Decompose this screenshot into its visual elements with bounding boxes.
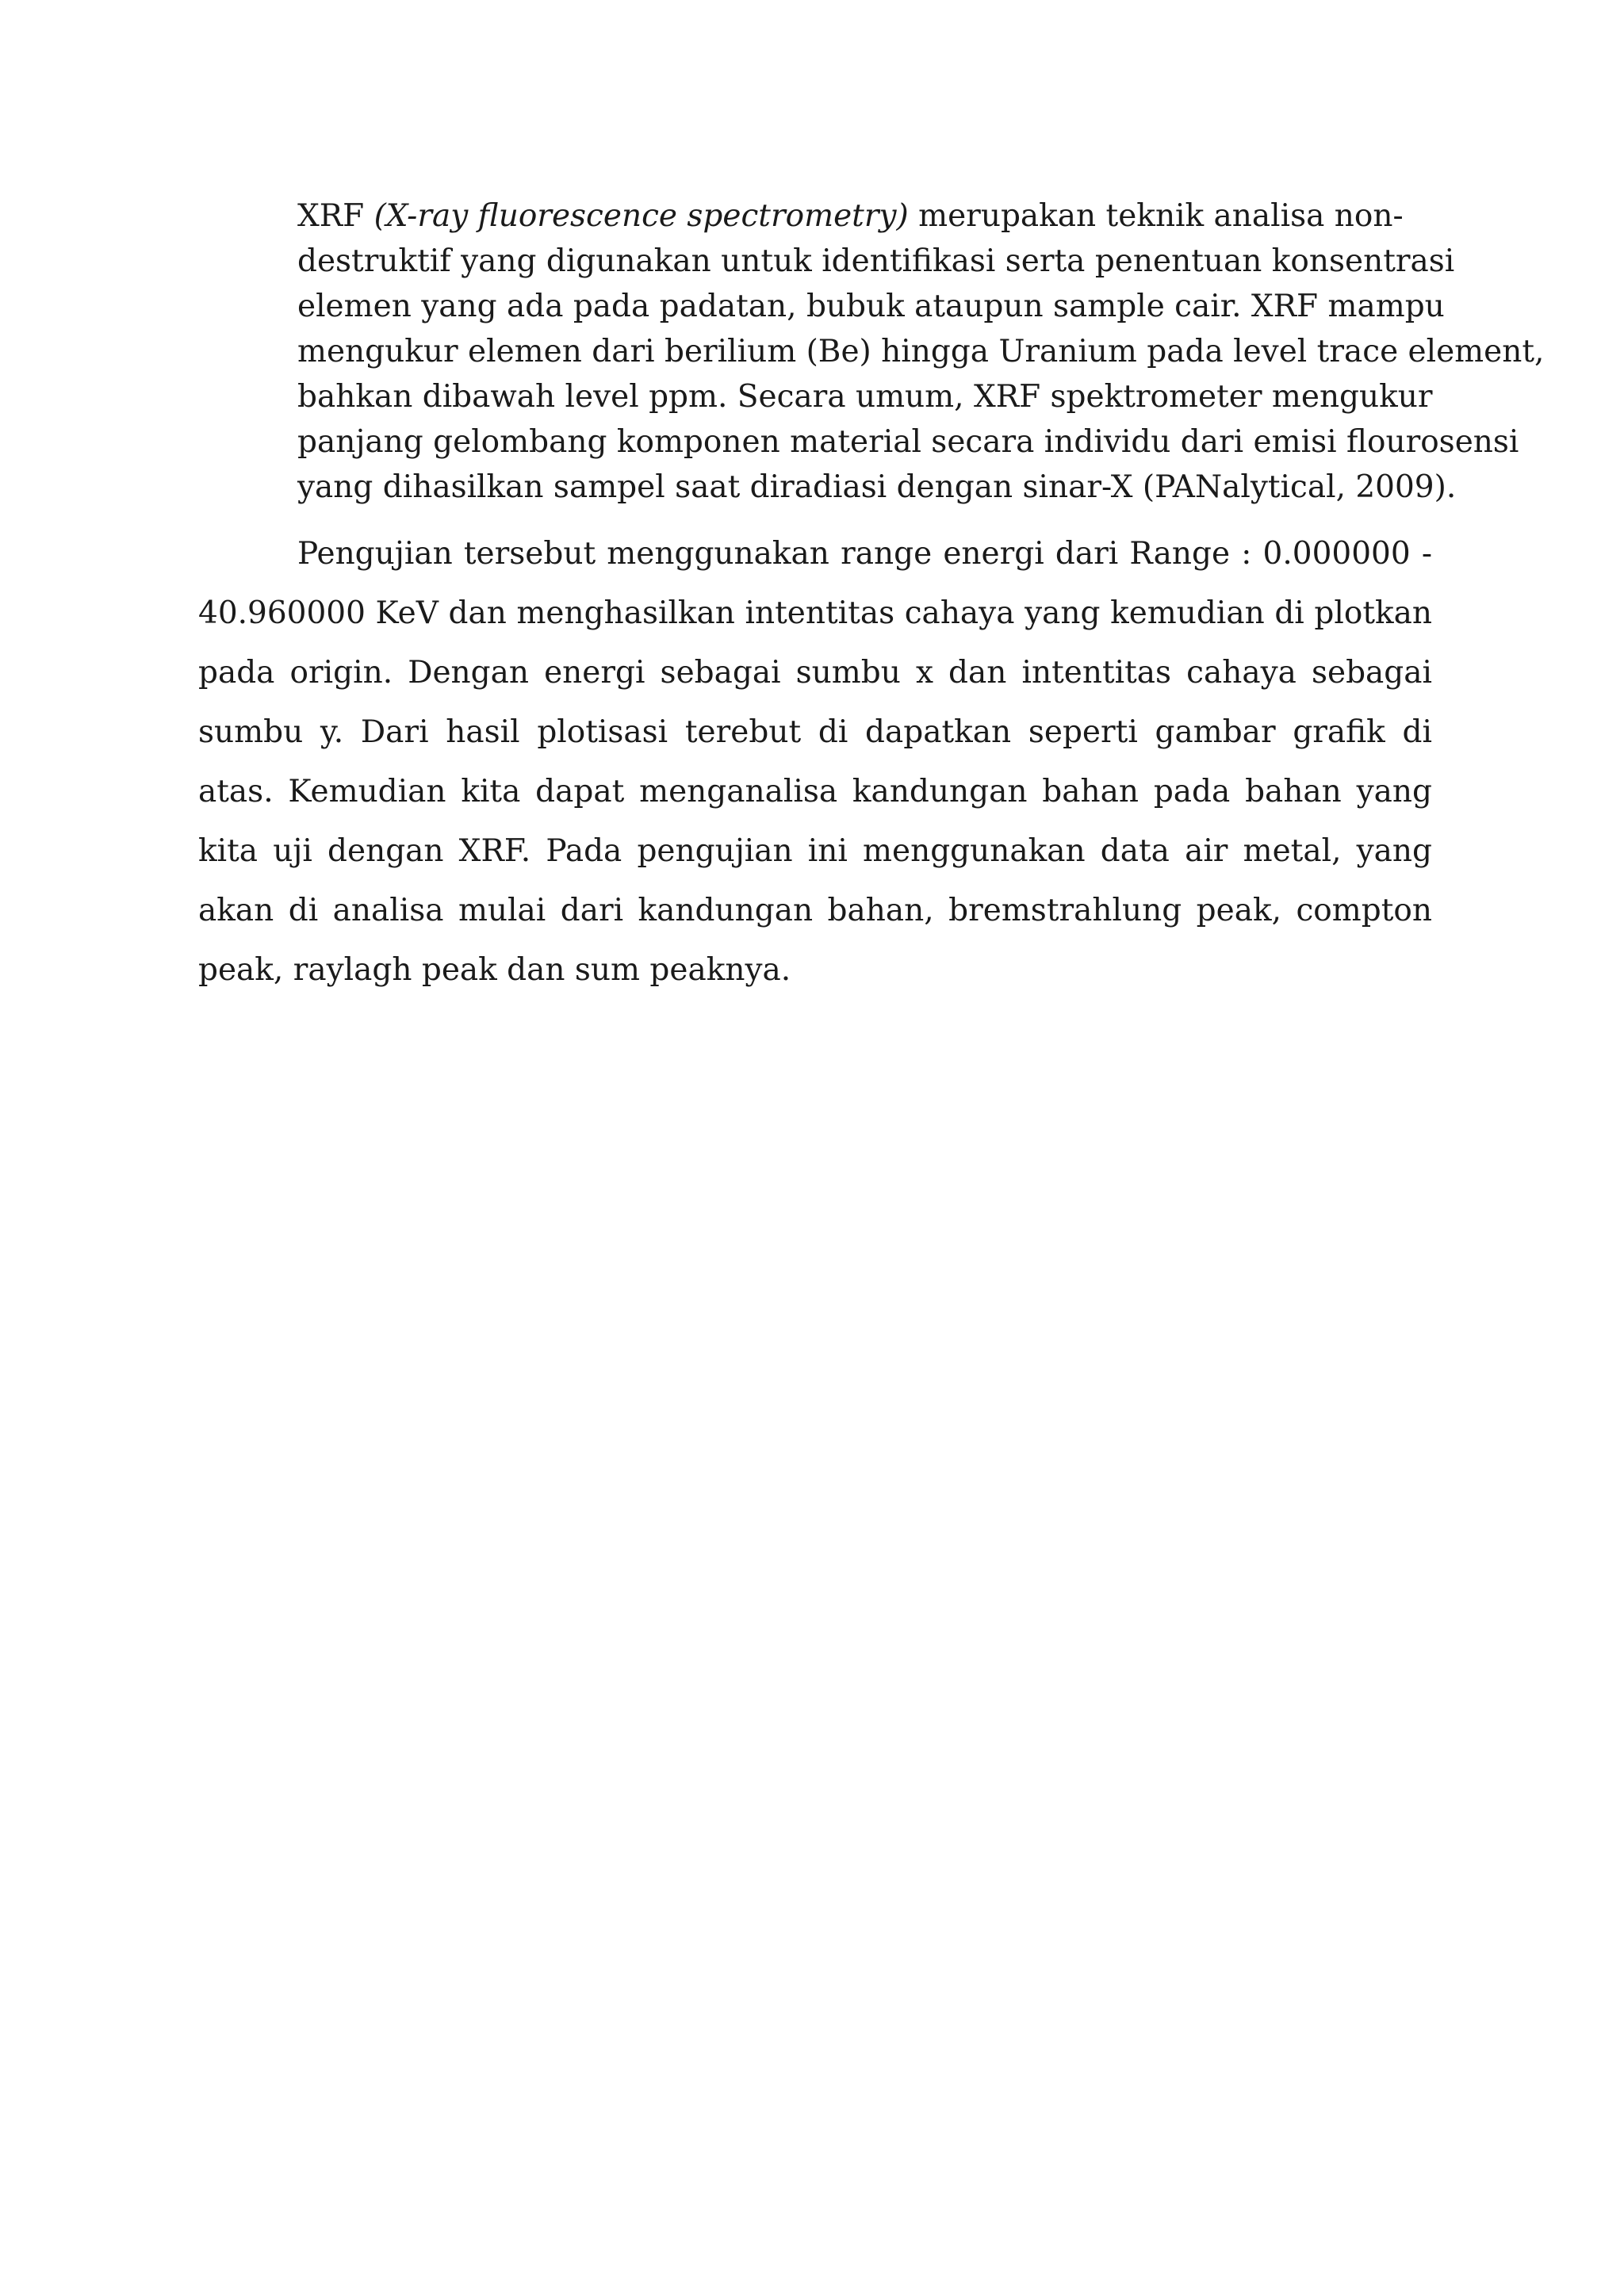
xrf-lead-text: XRF [297,198,374,234]
paragraph-line: destruktif yang digunakan untuk identifikasi serta penentuan konsentrasi [297,243,1455,279]
document-body [198,193,1545,1000]
paragraph-line: bahkan dibawah level ppm. Secara umum, XRF spektrometer mengukur [297,379,1433,415]
paragraph-line: panjang gelombang komponen material secara individu dari emisi flourosensi [297,424,1519,460]
paragraph-line: mengukur elemen dari berilium (Be) hingga Uranium pada level trace element, [297,334,1545,369]
paragraph-testing-description: Pengujian tersebut menggunakan range energi dari Range : 0.000000 - 40.960000 KeV dan menghasilkan intentitas cahaya yang kemudian di plotkan pada origin. Dengan energi sebagai sumbu x dan intentitas cahaya sebagai sumbu y. Dari hasil plotisasi terebut di dapatkan seperti gambar grafik di atas. Kemudian kita dapat menganalisa kandungan bahan pada bahan yang kita uji dengan XRF. Pada pengujian ini menggunakan data air metal, yang akan di analisa mulai dari kandungan bahan, bremstrahlung peak, compton peak, raylagh peak dan sum peaknya. [198,536,1432,988]
paragraph-line [198,193,1432,239]
paragraph-line: elemen yang ada pada padatan, bubuk ataupun sample cair. XRF mampu [297,289,1445,324]
line1-rest-text: merupakan teknik analisa non- [908,198,1404,234]
paragraph-line: yang dihasilkan sampel saat diradiasi dengan sinar-X (PANalytical, 2009). [297,469,1457,505]
paragraph-xrf-definition [198,193,1545,510]
xrf-italic-term: (X-ray fluorescence spectrometry) [373,198,909,234]
